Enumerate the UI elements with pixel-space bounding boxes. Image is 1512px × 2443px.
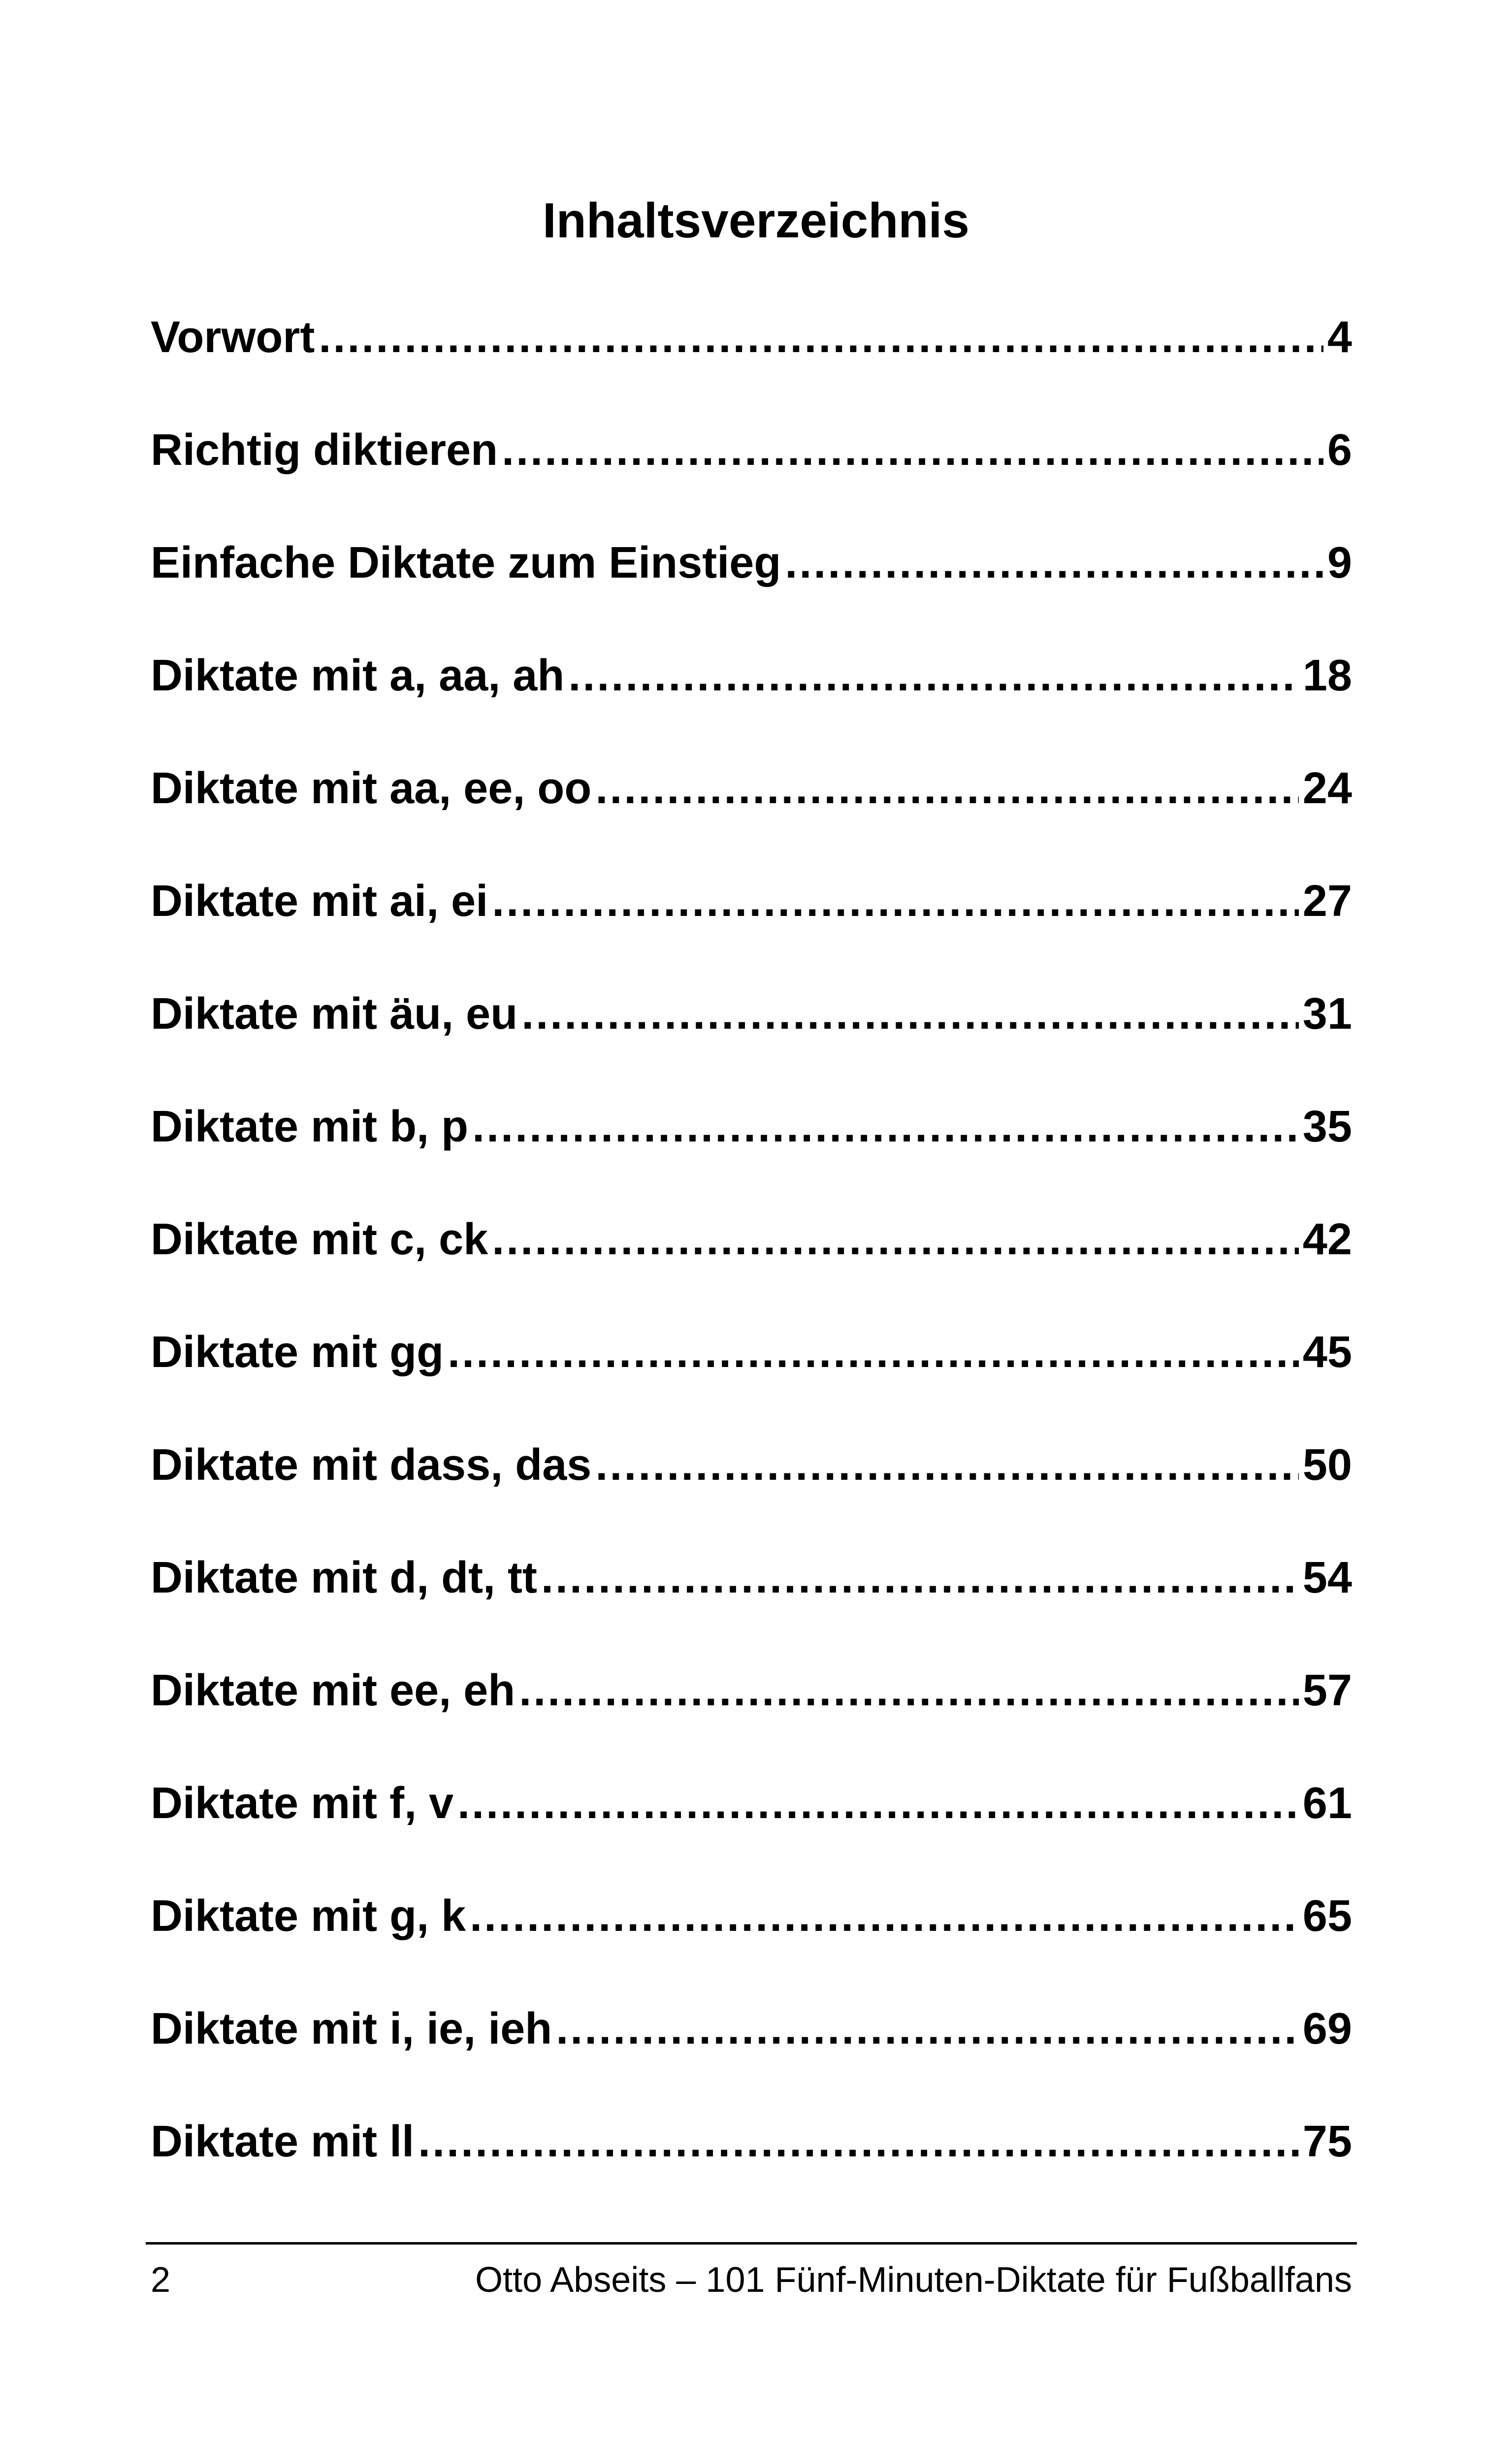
footer-running-title: Otto Abseits – 101 Fünf-Minuten-Diktate für Fußballfans [475,2260,1352,2300]
toc-entry[interactable] [151,2110,1352,2222]
toc-entry-page: 69 [1302,2004,1352,2053]
toc-entry-page: 31 [1302,989,1352,1039]
dot-leader [492,869,1299,933]
toc-entry[interactable] [151,1884,1352,1997]
toc-entry-page: 18 [1302,651,1352,700]
toc-entry-page: 54 [1302,1553,1352,1602]
toc-entry-page: 45 [1302,1328,1352,1377]
toc-entry[interactable] [151,982,1352,1095]
toc-entry[interactable] [151,869,1352,982]
toc-entry-label: Diktate mit a, aa, ah [151,651,565,700]
toc-entry[interactable] [151,1095,1352,1207]
toc-entry-label: Diktate mit b, p [151,1102,469,1151]
dot-leader [457,1771,1299,1835]
dot-leader [418,2110,1299,2174]
toc-entry-page: 9 [1327,538,1352,587]
toc-entry-page: 24 [1302,764,1352,813]
toc-entry-page: 57 [1302,1666,1352,1715]
dot-leader [470,1884,1299,1948]
toc-entry-page: 75 [1302,2117,1352,2166]
toc-entry-label: Diktate mit dass, das [151,1440,592,1490]
dot-leader [785,531,1323,595]
toc-entry-label: Diktate mit d, dt, tt [151,1553,537,1602]
toc-entry-label: Diktate mit i, ie, ieh [151,2004,552,2053]
toc-entry-label: Diktate mit ee, eh [151,1666,515,1715]
dot-leader [595,756,1299,820]
toc-entry[interactable] [151,418,1352,531]
table-of-contents [151,305,1352,2222]
toc-entry-page: 42 [1302,1215,1352,1264]
toc-entry-label: Einfache Diktate zum Einstieg [151,538,781,587]
dot-leader [556,1997,1299,2061]
toc-entry[interactable] [151,1546,1352,1659]
toc-entry-page: 61 [1302,1779,1352,1828]
toc-entry[interactable] [151,1771,1352,1884]
dot-leader [502,418,1323,482]
toc-entry-page: 35 [1302,1102,1352,1151]
toc-entry-label: Diktate mit ll [151,2117,415,2166]
toc-entry[interactable] [151,644,1352,756]
toc-entry-label: Diktate mit gg [151,1328,444,1377]
dot-leader [319,305,1323,369]
toc-entry-page: 27 [1302,877,1352,926]
dot-leader [568,644,1299,708]
toc-entry-page: 4 [1327,313,1352,362]
toc-entry[interactable] [151,305,1352,418]
toc-entry-label: Vorwort [151,313,315,362]
dot-leader [448,1320,1299,1384]
footer-divider [146,2242,1357,2245]
toc-entry[interactable] [151,1320,1352,1433]
dot-leader [472,1095,1299,1159]
toc-entry-label: Diktate mit g, k [151,1891,466,1941]
toc-entry[interactable] [151,1997,1352,2110]
toc-entry-label: Diktate mit aa, ee, oo [151,764,592,813]
dot-leader [519,1659,1299,1723]
toc-entry[interactable] [151,756,1352,869]
toc-entry-label: Diktate mit c, ck [151,1215,488,1264]
toc-entry-page: 6 [1327,425,1352,475]
toc-entry[interactable] [151,1207,1352,1320]
toc-entry-label: Diktate mit ai, ei [151,877,488,926]
toc-entry-page: 65 [1302,1891,1352,1941]
dot-leader [492,1207,1299,1271]
dot-leader [595,1433,1299,1497]
dot-leader [521,982,1299,1046]
footer-page-number: 2 [151,2260,171,2300]
toc-entry-label: Richtig diktieren [151,425,498,475]
toc-entry-label: Diktate mit äu, eu [151,989,518,1039]
toc-entry[interactable] [151,531,1352,644]
page-title: Inhaltsverzeichnis [543,193,969,248]
toc-entry[interactable] [151,1659,1352,1771]
toc-entry-page: 50 [1302,1440,1352,1490]
toc-entry[interactable] [151,1433,1352,1546]
dot-leader [541,1546,1299,1610]
toc-entry-label: Diktate mit f, v [151,1779,454,1828]
page-footer [151,2253,1352,2307]
